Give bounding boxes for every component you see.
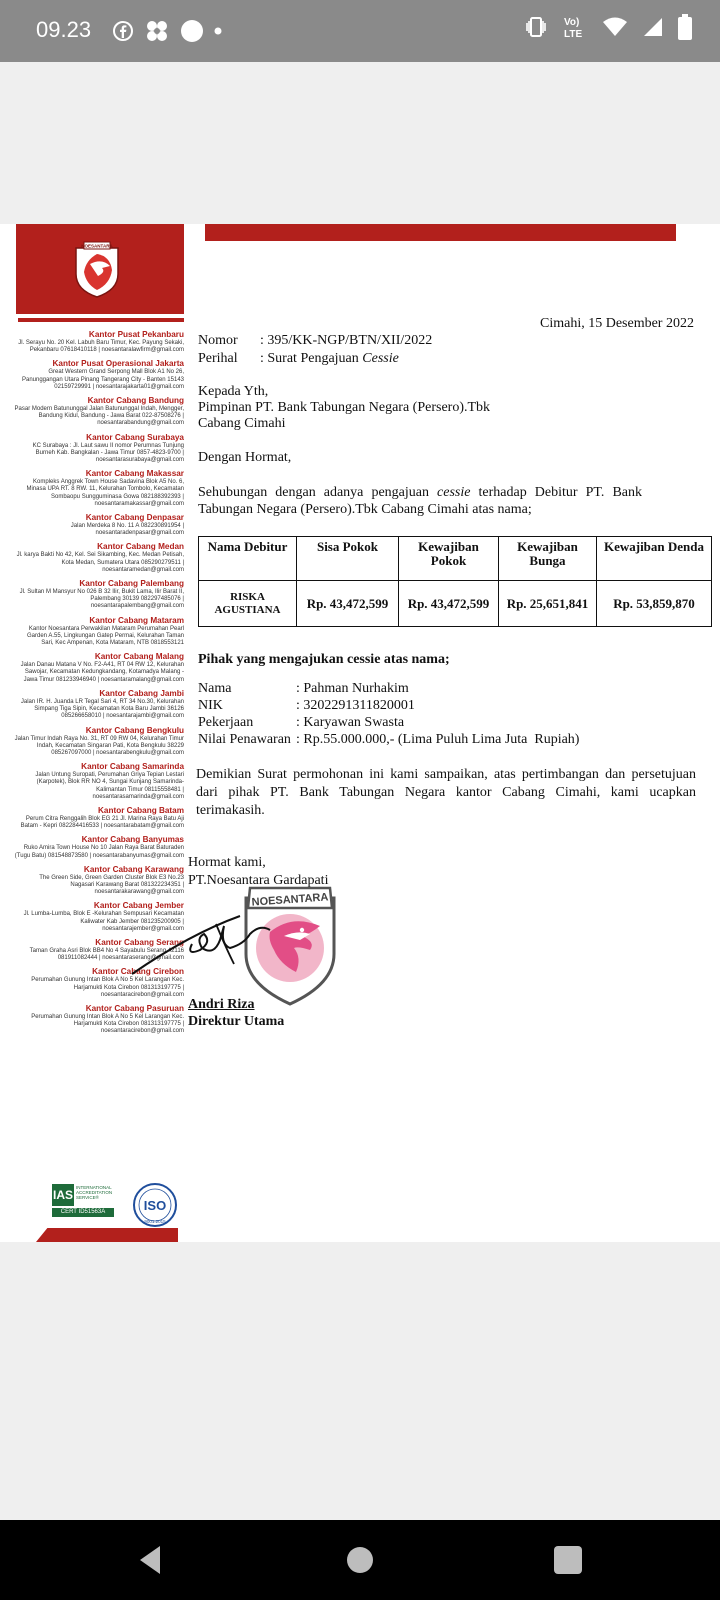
office-name: Kantor Cabang Bengkulu bbox=[85, 725, 184, 735]
office-name: Kantor Cabang Jember bbox=[93, 901, 184, 911]
office-address: Kompleks Anggrek Town House Sadavina Blok A5 No. 6, Minasa UPA RT. 8 RW. 11, Kelurahan Tombolo, Kecamatan Sombaopu Sungguminasa Gowa 082188392393 | noesantaramakassar@gmail.com bbox=[26, 479, 184, 507]
regards-text: Hormat kami, bbox=[188, 855, 266, 870]
recipient-line-2: Pimpinan PT. Bank Tabungan Negara (Persero).Tbk bbox=[198, 400, 491, 415]
signal-icon bbox=[642, 16, 664, 38]
office-name: Kantor Cabang Karawang bbox=[83, 864, 184, 874]
office-address: KC Surabaya : Jl. Laut sawu II nomor Perumnas Tunjung Burneh Kab. Bangkalan - Jawa Timur 0857-4823-9700 | noesantarasurabaya@gmail.com bbox=[32, 442, 184, 464]
office-address: Jl. Serayu No. 20 Kel. Labuh Baru Timur, Kec. Payung Sekaki, Pekanbaru 07618410118 | noesantaralawfirm@gmail.com bbox=[18, 340, 184, 354]
recipient-line-3: Cabang Cimahi bbox=[198, 416, 286, 431]
perihal-label: Perihal bbox=[198, 351, 238, 366]
cell-kewajiban-bunga: Rp. 25,651,841 bbox=[499, 581, 597, 627]
office-address: Jl. Lumba-Lumba, Blok E -Kelurahan Sempusari Kecamatan Kaliwater Kab Jember 081235200905 | noesantarajember@gmail.com bbox=[23, 911, 184, 932]
office-name: Kantor Cabang Jambi bbox=[99, 688, 184, 698]
office-entry bbox=[14, 513, 184, 537]
ias-badge bbox=[52, 1184, 114, 1220]
office-address: Ruko Amira Town House No 10 Jalan Raya Barat Baturaden (Tugu Batu) 081548873580 | noesantarabanyumas@gmail.com bbox=[14, 845, 184, 859]
applicant-row-nik bbox=[198, 697, 579, 714]
office-entry bbox=[14, 835, 184, 859]
value-nama: : Pahman Nurhakim bbox=[296, 681, 409, 696]
office-address: The Green Side, Green Garden Cluster Blok E3 No.23 Nagasari Karawang Barat 081322234351 | noesantarakarawang@gmail.com bbox=[39, 874, 184, 896]
office-address: Perum Citra Renggalih Blok EG 21 Jl. Marina Raya Batu Aji Batam - Kepri 082284416533 | noesantarabatam@gmail.com bbox=[20, 815, 184, 830]
iso-standard: 9001:2015 bbox=[144, 1219, 166, 1224]
letter-date: Cimahi, 15 Desember 2022 bbox=[540, 316, 694, 331]
perihal-text: : Surat Pengajuan bbox=[260, 351, 363, 366]
office-address: Jl. karya Bakti No 42, Kel. Sei Sikambing, Kec. Medan Petisah, Kota Medan, Sumatera Utara 085290279511 | noesantaramedan@gmail.com bbox=[16, 552, 184, 573]
wifi-icon bbox=[602, 16, 628, 38]
office-address: Jl. Sultan M Mansyur No 026 B 32 Ilir, Bukit Lama, Ilir Barat II, Palembang 30139 082297485076 | noesantarapalembang@gmail.com bbox=[19, 589, 184, 610]
applicant-row-offer bbox=[198, 731, 579, 748]
recents-icon[interactable] bbox=[548, 1540, 588, 1580]
facebook-icon bbox=[112, 20, 134, 42]
letterhead-top-bar bbox=[205, 224, 676, 241]
applicant-details bbox=[198, 680, 579, 748]
office-address: Pasar Modern Batununggal Jalan Batununggal Indah, Mengger, Bandung Kidul, Bandung - Jawa Barat 022-87508276 | noesantarabandung@gmail.com bbox=[14, 406, 184, 427]
office-address: Perumahan Gunung Intan Blok A No 5 Kel Larangan Kec. Harjamukti Kota Cirebon 081313197775 | noesantaracirebon@gmail.com bbox=[31, 977, 184, 998]
office-name: Kantor Cabang Denpasar bbox=[85, 513, 184, 523]
ias-text: INTERNATIONAL ACCREDITATION SERVICE® bbox=[76, 1185, 113, 1200]
office-name: Kantor Cabang Serang bbox=[95, 937, 184, 947]
nomor-label: Nomor bbox=[198, 333, 238, 348]
header-nama-debitur: Nama Debitur bbox=[199, 537, 297, 581]
letterhead-bottom-bar bbox=[36, 1228, 178, 1242]
label-nik: NIK bbox=[198, 698, 223, 713]
letter-reference bbox=[198, 332, 432, 368]
intro-italic: cessie bbox=[437, 485, 471, 500]
back-icon[interactable] bbox=[132, 1540, 172, 1580]
office-name: Kantor Cabang Medan bbox=[97, 542, 184, 552]
noesantara-logo bbox=[72, 240, 122, 298]
office-address: Jalan IR. H. Juanda LR Tegal Sari 4, RT 34 No.30, Kelurahan Simpang Tiga Sipin, Kecamatan Kota Baru Jambi 36126 085266658010 | noesantarajambi@gmail.com bbox=[20, 698, 184, 720]
home-icon[interactable] bbox=[340, 1540, 380, 1580]
header-kewajiban-denda: Kewajiban Denda bbox=[597, 537, 712, 581]
svg-text:Vo): Vo) bbox=[564, 17, 580, 28]
office-entry bbox=[14, 542, 184, 574]
office-name: Kantor Cabang Palembang bbox=[79, 579, 184, 589]
signer-title: Direktur Utama bbox=[188, 1014, 285, 1029]
office-entry bbox=[14, 359, 184, 391]
office-entry bbox=[14, 1004, 184, 1036]
office-entry bbox=[14, 689, 184, 721]
office-address: Jalan Untung Suropati, Perumahan Griya Tepian Lestari (Karpotek), Blok RR NO 4, Sungai Kunjang Samarinda- Kalimantan Timur 08115558481 | noesantarasamarinda@gmail.com bbox=[35, 772, 184, 800]
office-address: Kantor Noesantara Perwakilan Mataram Perumahan Pearl Garden A.55, Lingkungan Gatep Permai, Kelurahan Taman Sari, Kec Ampenan, Kota Mataram, NTB 0818553121 bbox=[27, 625, 184, 647]
office-name: Kantor Cabang Samarinda bbox=[81, 762, 184, 772]
status-bar bbox=[0, 0, 720, 62]
office-address: Jalan Timur Indah Raya No. 31, RT 09 RW 04, Kelurahan Timur Indah, Kecamatan Singaran Pati, Kota Bengkulu 38229 085267097000 | noesantarabengkulu@gmail.com bbox=[14, 735, 184, 756]
value-pekerjaan: : Karyawan Swasta bbox=[296, 715, 405, 730]
iso-label: ISO bbox=[143, 1198, 167, 1213]
certifications bbox=[52, 1182, 184, 1232]
office-name: Kantor Cabang Bandung bbox=[87, 396, 184, 406]
office-entry bbox=[14, 652, 184, 684]
cell-kewajiban-denda: Rp. 53,859,870 bbox=[597, 581, 712, 627]
office-name: Kantor Cabang Pasuruan bbox=[85, 1003, 184, 1013]
office-entry bbox=[14, 865, 184, 897]
battery-icon bbox=[678, 14, 692, 40]
signer-name: Andri Riza bbox=[188, 997, 255, 1012]
office-entry bbox=[14, 330, 184, 354]
intro-text-1: Sehubungan dengan adanya pengajuan bbox=[198, 485, 438, 500]
document-page[interactable] bbox=[0, 224, 720, 1242]
cell-kewajiban-pokok: Rp. 43,472,599 bbox=[399, 581, 499, 627]
iso-badge bbox=[132, 1182, 178, 1228]
recipient-block bbox=[198, 384, 490, 432]
letterhead-red-line bbox=[18, 318, 184, 322]
vibrate-icon bbox=[524, 15, 548, 39]
office-name: Kantor Cabang Surabaya bbox=[86, 432, 184, 442]
office-address: Perumahan Gunung Intan Blok A No 5 Kel Larangan Kec. Harjamukti Kota Cirebon 081313197775 | noesantaracirebon@gmail.com bbox=[31, 1013, 184, 1035]
perihal-value bbox=[260, 350, 399, 368]
label-nama: Nama bbox=[198, 681, 232, 696]
office-entry bbox=[14, 762, 184, 801]
office-entry bbox=[14, 433, 184, 465]
svg-text:LTE: LTE bbox=[564, 29, 583, 40]
circle-icon bbox=[180, 19, 204, 43]
office-name: Kantor Cabang Malang bbox=[94, 652, 184, 662]
office-name: Kantor Cabang Makassar bbox=[85, 469, 184, 479]
office-entry bbox=[14, 616, 184, 648]
label-pekerjaan: Pekerjaan bbox=[198, 715, 254, 730]
company-name: PT.Noesantara Gardapati bbox=[188, 873, 329, 888]
office-address: Great Western Grand Serpong Mall Blok A1 No 26, Panunggangan Utara Pinang Tangerang City - Banten 15143 02159729991 | noesantarajakarta01@gmail.com bbox=[21, 369, 184, 390]
status-time: 09.23 bbox=[36, 17, 92, 42]
office-entry bbox=[14, 806, 184, 830]
office-entry bbox=[14, 396, 184, 428]
office-name: Kantor Cabang Cirebon bbox=[92, 967, 184, 977]
office-name: Kantor Cabang Banyumas bbox=[81, 835, 184, 845]
intro-text-2: terhadap Debitur PT. Bank Tabungan Negara (Persero).Tbk Cabang Cimahi atas nama; bbox=[198, 485, 646, 517]
applicant-row-job bbox=[198, 714, 579, 731]
office-address: Taman Graha Asri Blok BB4 No 4 Sayabulu Serang 42116 081911082444 | noesantaraserang@gmail.com bbox=[29, 947, 184, 962]
office-name: Kantor Cabang Batam bbox=[98, 805, 184, 815]
office-name: Kantor Cabang Mataram bbox=[89, 615, 184, 625]
greeting: Dengan Hormat, bbox=[198, 450, 292, 465]
label-nilai-penawaran: Nilai Penawaran bbox=[198, 732, 291, 747]
table-header-row bbox=[199, 537, 712, 581]
ias-logo: IAS bbox=[52, 1184, 74, 1206]
applicant-heading: Pihak yang mengajukan cessie atas nama; bbox=[198, 652, 450, 667]
dot-icon bbox=[214, 27, 222, 35]
header-sisa-pokok: Sisa Pokok bbox=[297, 537, 399, 581]
cell-nama-debitur: RISKA AGUSTIANA bbox=[199, 581, 297, 627]
ias-cert-id: CERT ID51563A bbox=[52, 1208, 114, 1217]
office-entry bbox=[14, 579, 184, 611]
pinwheel-icon bbox=[144, 18, 170, 44]
debtor-table bbox=[198, 536, 712, 627]
intro-paragraph bbox=[198, 484, 646, 518]
office-name: Kantor Pusat Operasional Jakarta bbox=[52, 359, 184, 369]
nomor-value: : 395/KK-NGP/BTN/XII/2022 bbox=[260, 333, 433, 348]
office-address: Jalan Merdeka 8 No. 11 A 082230891954 | noesantaradenpasar@gmail.com bbox=[70, 523, 184, 537]
office-address: Jalan Danau Matana V No. F2-A41, RT 04 RW 12, Kelurahan Sawojar, Kecamatan Kedungkandang, Kotamadya Malang - Jawa Timur 081233946940 | noesantaramalang@gmail.com bbox=[20, 662, 184, 683]
cell-sisa-pokok: Rp. 43,472,599 bbox=[297, 581, 399, 627]
value-nilai-penawaran: : Rp.55.000.000,- (Lima Puluh Lima Juta Rupiah) bbox=[296, 732, 580, 747]
recipient-line-1: Kepada Yth, bbox=[198, 384, 269, 399]
applicant-row-name bbox=[198, 680, 579, 697]
header-kewajiban-pokok: Kewajiban Pokok bbox=[399, 537, 499, 581]
header-kewajiban-bunga: Kewajiban Bunga bbox=[499, 537, 597, 581]
office-name: Kantor Pusat Pekanbaru bbox=[88, 330, 184, 339]
office-entry bbox=[14, 469, 184, 508]
signer-block bbox=[188, 996, 284, 1030]
table-row bbox=[199, 581, 712, 627]
office-entry bbox=[14, 726, 184, 758]
perihal-italic: Cessie bbox=[362, 351, 399, 366]
navigation-bar bbox=[0, 1520, 720, 1600]
stamp-text: NOESANTARA bbox=[251, 891, 329, 909]
volte-icon bbox=[562, 14, 588, 40]
signature bbox=[120, 904, 280, 984]
value-nik: : 3202291311820001 bbox=[296, 698, 415, 713]
closing-paragraph: Demikian Surat permohonan ini kami sampaikan, atas pertimbangan dan persetujuan dari pihak PT. Bank Tabungan Negara kantor Cabang Cimahi, kami ucapkan terimakasih. bbox=[196, 767, 696, 818]
logo-text: NOESANTARA bbox=[81, 243, 113, 249]
